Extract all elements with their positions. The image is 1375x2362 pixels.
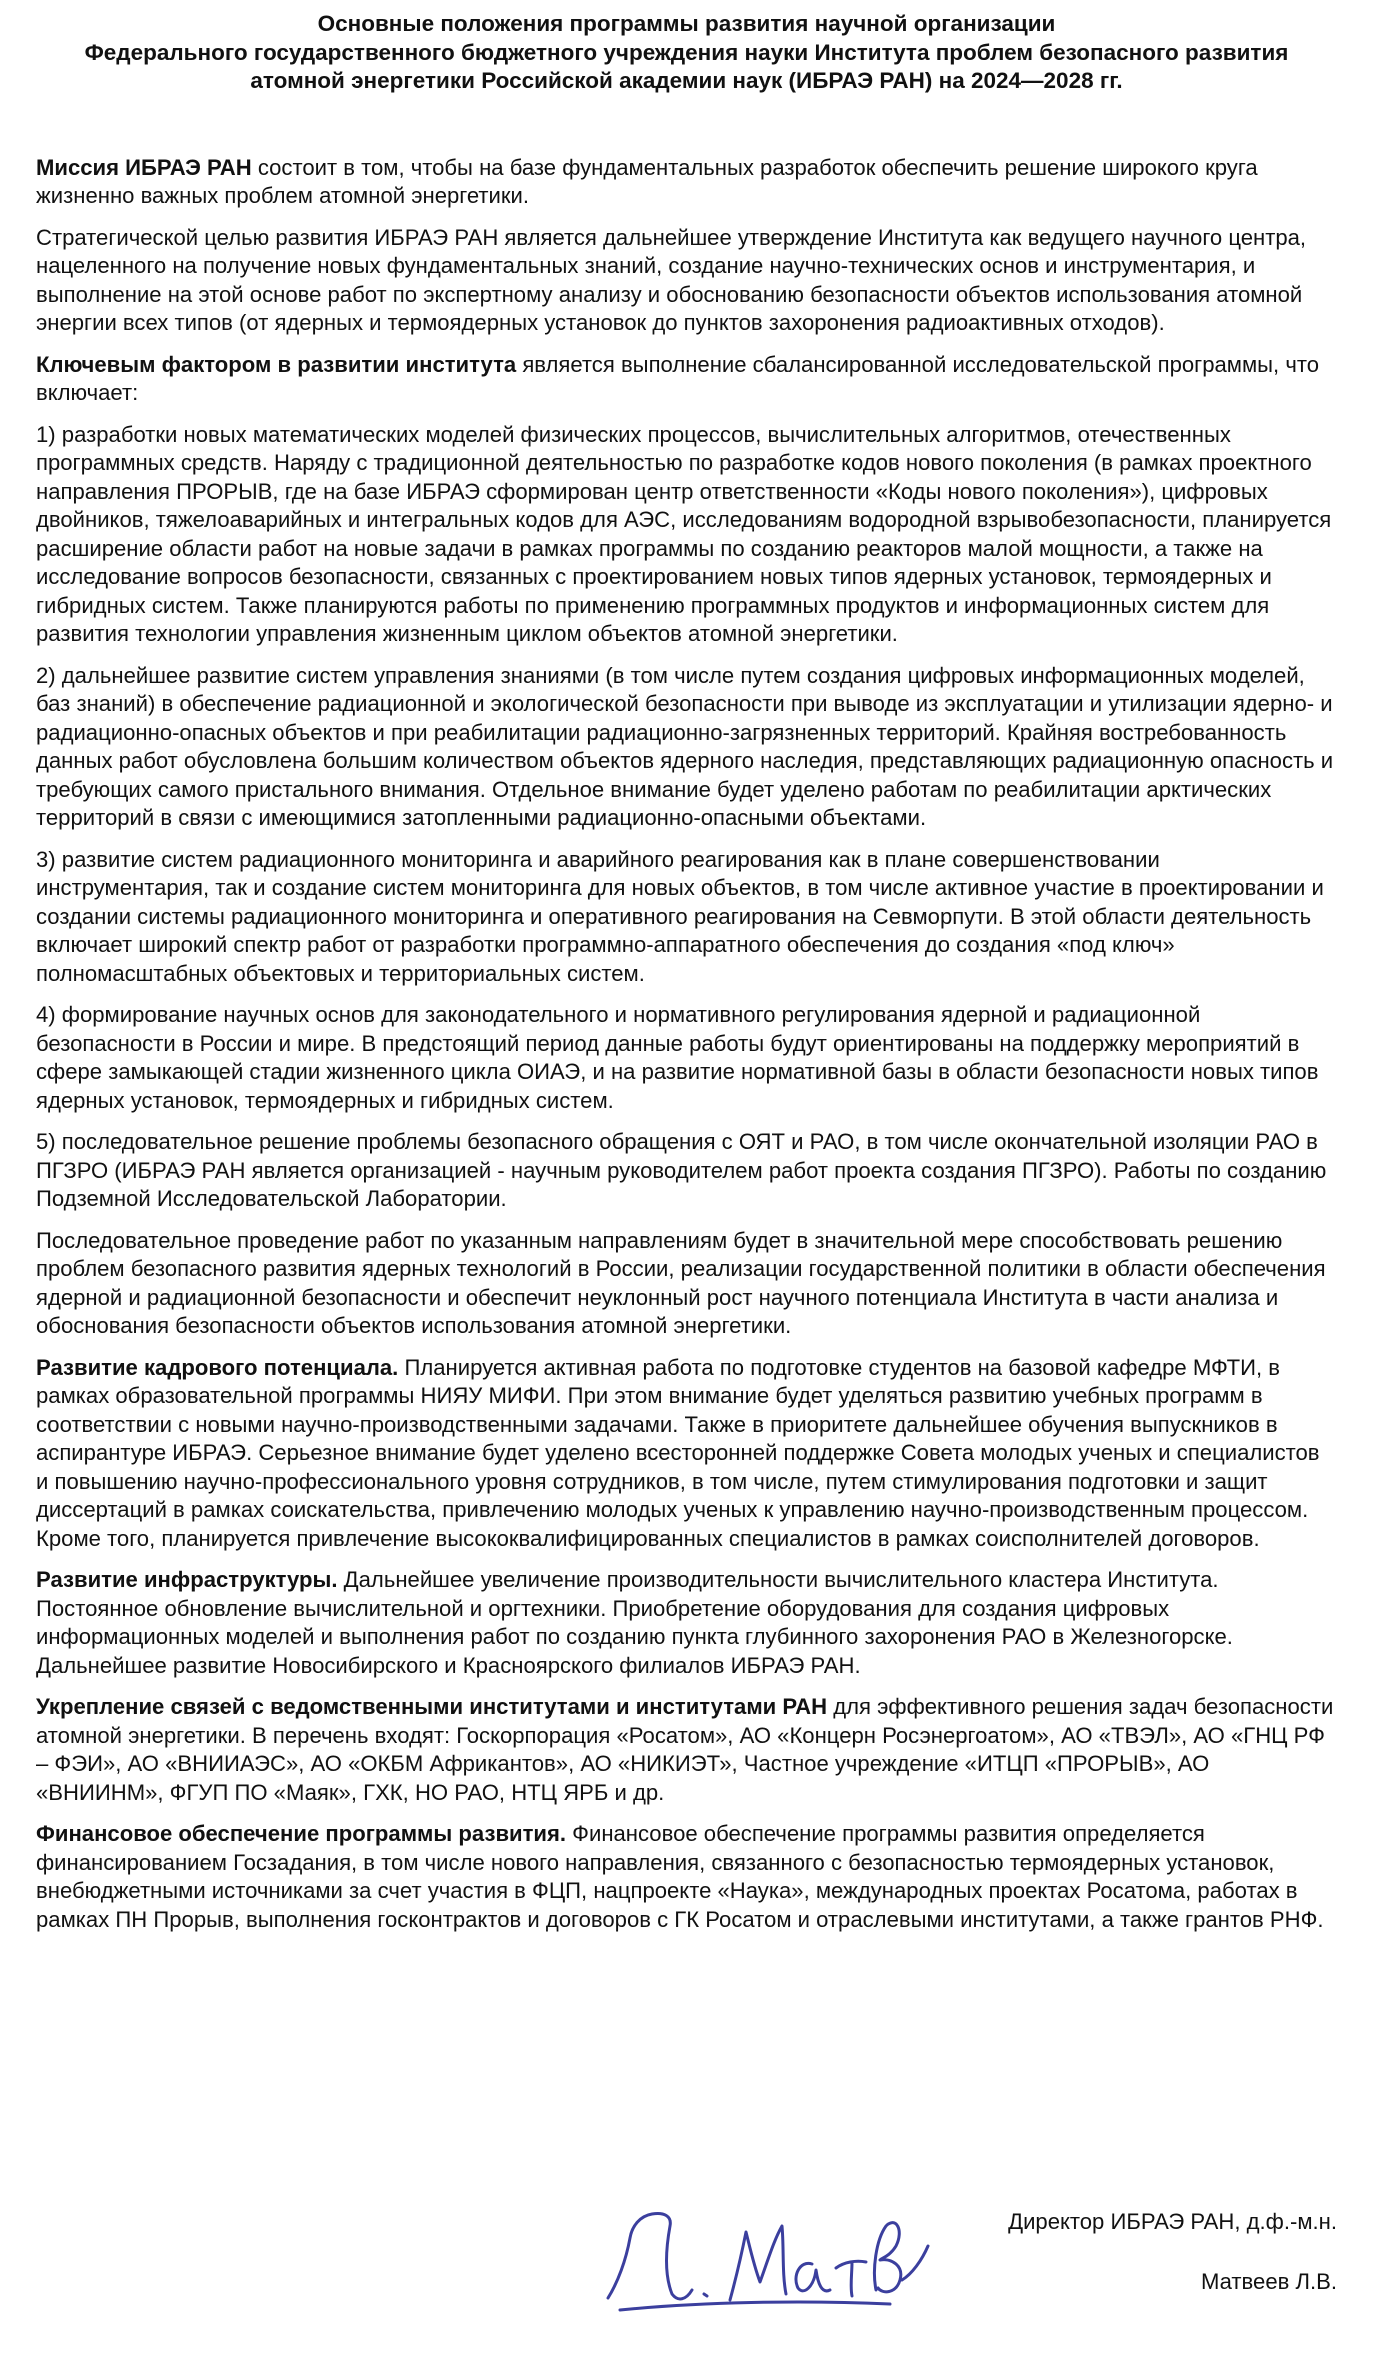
key-factor-text: является выполнение сбалансированной исследовательской программы, что включает: — [36, 351, 1319, 405]
infrastructure-heading: Развитие инфраструктуры. — [36, 1567, 338, 1592]
document-title — [36, 10, 1337, 96]
infrastructure-paragraph — [36, 1566, 1337, 1680]
partnerships-paragraph — [36, 1693, 1337, 1807]
personnel-text: Планируется активная работа по подготовке студентов на базовой кафедре МФТИ, в рамках образовательной программы НИЯУ МИФИ. При этом внимание будет уделяться развитию учебных программ в соответствии с новыми научно-производственными задачами. Также в приоритете дальнейшее обучения выпускников в аспирантуре ИБРАЭ. Серьезное внимание будет уделено всесторонней поддержке Совета молодых ученых и специалистов и повышению научно-профессионального уровня сотрудников, в том числе, путем стимулирования подготовки и защит диссертаций в рамках соискательства, привлечению молодых ученых к управлению научно-производственным процессом. Кроме того, планируется привлечение высококвалифицированных специалистов в рамках соисполнителей договоров. — [36, 1354, 1320, 1551]
summary-paragraph: Последовательное проведение работ по указанным направлениям будет в значительной мере способствовать решению проблем безопасного развития ядерных технологий в России, реализации государственной политики в области обеспечения ядерной и радиационной безопасности и обеспечит неуклонный рост научного потенциала Института в части анализа и обоснования безопасности объектов использования атомной энергетики. — [36, 1227, 1326, 1338]
strategic-goal-paragraph: Стратегической целью развития ИБРАЭ РАН является дальнейшее утверждение Института как ведущего научного центра, нацеленного на получение новых фундаментальных знаний, создание научно-технических основ и инструментария, и выполнение на этой основе работ по экспертному анализу и обоснованию безопасности объектов использования атомной энергии всех типов (от ядерных и термоядерных установок до пунктов захоронения радиоактивных отходов). — [36, 224, 1307, 335]
personnel-paragraph — [36, 1354, 1337, 1554]
infrastructure-text: Дальнейшее увеличение производительности вычислительного кластера Института. Постоянное обновление вычислительной и оргтехники. Приобретение оборудования для создания цифровых информационных моделей и выполнения работ по созданию пункта глубинного захоронения РАО в Железногорске. Дальнейшее развитие Новосибирского и Красноярского филиалов ИБРАЭ РАН. — [36, 1567, 1233, 1678]
financing-text: Финансовое обеспечение программы развития определяется финансированием Госзадания, в том числе нового направления, связанного с безопасностью термоядерных установок, внебюджетными источниками за счет участия в ФЦП, нацпроекте «Наука», международных проектах Росатома, работах в рамках ПН Прорыв, выполнения госконтрактов и договоров с ГК Росатом и отраслевыми институтами, а также грантов РНФ. — [36, 1821, 1324, 1932]
title-line-3: атомной энергетики Российской академии наук (ИБРАЭ РАН) на 2024—2028 гг. — [250, 68, 1123, 93]
key-factor-heading: Ключевым фактором в развитии института — [36, 351, 517, 377]
partnerships-text: для эффективного решения задач безопасности атомной энергетики. В перечень входят: Госкорпорация «Росатом», АО «Концерн Росэнергоатом», АО «ТВЭЛ», АО «ГНЦ РФ – ФЭИ», АО «ВНИИАЭС», АО «ОКБМ Африкантов», АО «НИКИЭТ», Частное учреждение «ИТЦП «ПРОРЫВ», АО «ВНИИНМ», ФГУП ПО «Маяк», ГХК, НО РАО, НТЦ ЯРБ и др. — [36, 1694, 1334, 1805]
mission-text: состоит в том, чтобы на базе фундаментальных разработок обеспечить решение широкого круга жизненно важных проблем атомной энергетики. — [36, 154, 1258, 208]
list-item-3: 3) развитие систем радиационного мониторинга и аварийного реагирования как в плане совершенствовании инструментария, так и создание систем мониторинга для новых объектов, в том числе активное участие в проектировании и создании системы радиационного мониторинга и оперативного реагирования на Севморпути. В этой области деятельность включает широкий спектр работ от разработки программно-аппаратного обеспечения до создания «под ключ» полномасштабных объектовых и территориальных систем. — [36, 846, 1324, 986]
key-factor-paragraph — [36, 351, 1337, 408]
signature-block — [0, 2180, 1375, 2350]
signatory-name: Матвеев Л.В. — [1200, 2269, 1337, 2294]
handwritten-signature — [560, 2190, 940, 2320]
partnerships-heading: Укрепление связей с ведомственными институтами и институтами РАН — [36, 1694, 828, 1719]
mission-paragraph — [36, 154, 1337, 211]
signatory-title: Директор ИБРАЭ РАН, д.ф.-м.н. — [1008, 2209, 1337, 2234]
list-item-1: 1) разработки новых математических моделей физических процессов, вычислительных алгоритмов, отечественных программных средств. Наряду с традиционной деятельностью по разработке кодов нового поколения (в рамках проектного направления ПРОРЫВ, где на базе ИБРАЭ сформирован центр ответственности «Коды нового поколения»), цифровых двойников, тяжелоаварийных и интегральных кодов для АЭС, исследованиям водородной взрывобезопасности, планируется расширение области работ на новые задачи в рамках программы по созданию реакторов малой мощности, а также на исследование вопросов безопасности, связанных с проектированием новых типов ядерных установок, термоядерных и гибридных систем. Также планируются работы по применению программных продуктов и информационных систем для развития технологии управления жизненным циклом объектов атомной энергетики. — [36, 421, 1332, 646]
list-item-2: 2) дальнейшее развитие систем управления знаниями (в том числе путем создания цифровых информационных моделей, баз знаний) в обеспечение радиационной и экологической безопасности при выводе из эксплуатации и утилизации ядерно- и радиационно-опасных объектов и при реабилитации радиационно-загрязненных территорий. Крайняя востребованность данных работ обусловлена большим количеством объектов ядерного наследия, представляющих радиационную опасность и требующих самого пристального внимания. Отдельное внимание будет уделено работам по реабилитации арктических территорий в связи с имеющимися затопленными радиационно-опасными объектами. — [36, 662, 1334, 830]
list-item-5: 5) последовательное решение проблемы безопасного обращения с ОЯТ и РАО, в том числе окончательной изоляции РАО в ПГЗРО (ИБРАЭ РАН является организацией - научным руководителем работ проекта создания ПГЗРО). Работы по созданию Подземной Исследовательской Лаборатории. — [36, 1129, 1327, 1211]
personnel-heading: Развитие кадрового потенциала. — [36, 1354, 399, 1380]
title-line-2: Федерального государственного бюджетного учреждения науки Института проблем безопасного развития — [84, 39, 1289, 65]
financing-heading: Финансовое обеспечение программы развития. — [36, 1821, 567, 1846]
financing-paragraph — [36, 1820, 1337, 1934]
document-body — [36, 154, 1337, 1935]
mission-heading: Миссия ИБРАЭ РАН — [36, 154, 252, 180]
title-line-1: Основные положения программы развития научной организации — [317, 11, 1056, 36]
list-item-4: 4) формирование научных основ для законодательного и нормативного регулирования ядерной и радиационной безопасности в России и мире. В предстоящий период данные работы будут ориентированы на поддержку мероприятий в сфере замыкающей стадии жизненного цикла ОИАЭ, и на развитие нормативной базы в области безопасности новых типов ядерных установок, термоядерных и гибридных систем. — [36, 1002, 1319, 1113]
